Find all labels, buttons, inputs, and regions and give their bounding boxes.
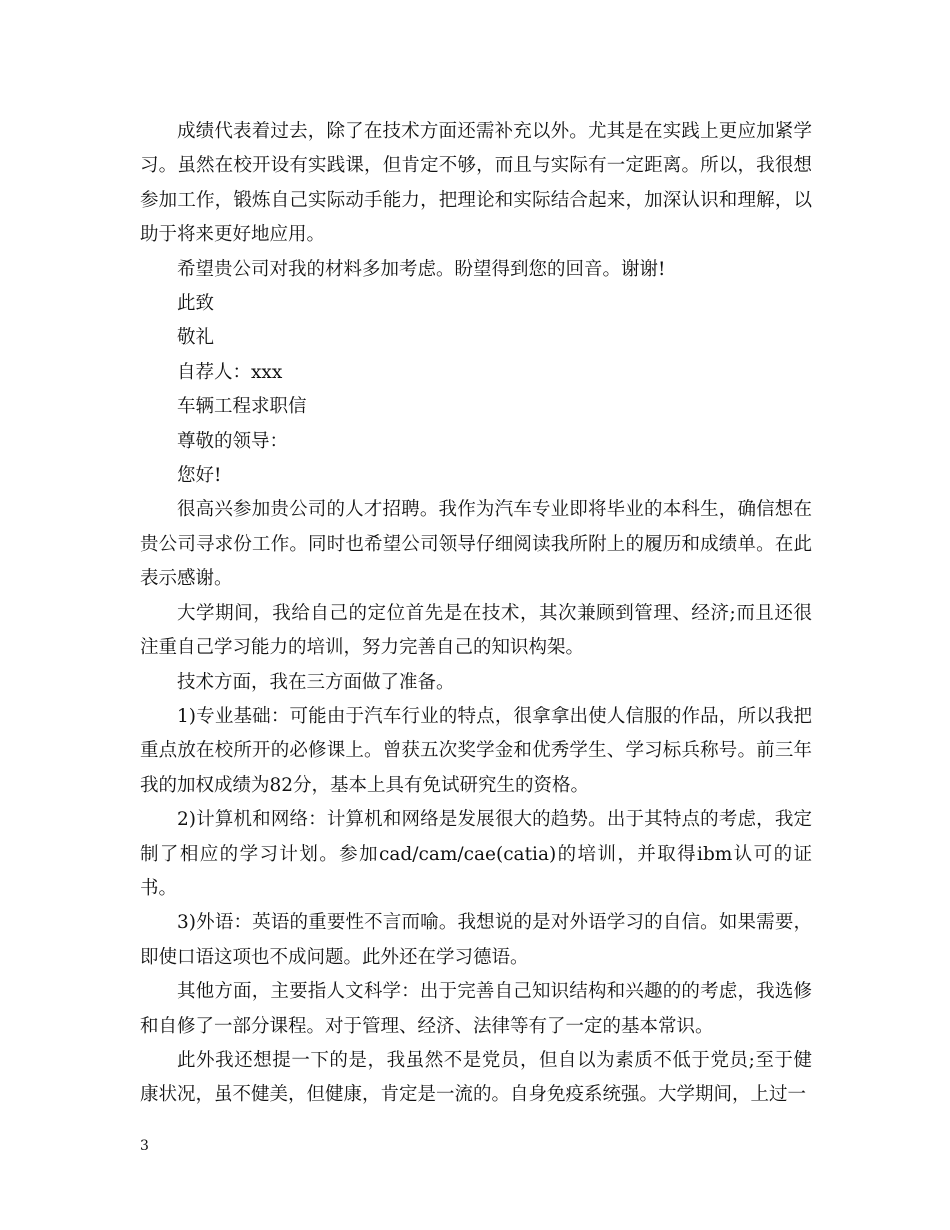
paragraph-greeting: 尊敬的领导： [177, 430, 289, 452]
paragraph-additional-notes: 此外我还想提一下的是，我虽然不是党员，但自以为素质不低于党员;至于健康状况，虽不健美，但健康，肯定是一流的。自身免疫系统强。大学期间，上过一 [140, 1049, 812, 1106]
paragraph-salutation-cizhi: 此致 [177, 293, 215, 315]
paragraph-technical-preparation: 技术方面，我在三方面做了准备。 [177, 671, 455, 693]
paragraph-university-focus: 大学期间，我给自己的定位首先是在技术，其次兼顾到管理、经济;而且还很注重自己学习能力的培训，努力完善自己的知识构架。 [140, 602, 812, 659]
paragraph-closing-remarks: 成绩代表着过去，除了在技术方面还需补充以外。尤其是在实践上更应加紧学习。虽然在校开设有实践课，但肯定不够，而且与实际有一定距离。所以，我很想参加工作，锻炼自己实际动手能力，把理论和实际结合起来，加深认识和理解，以助于将来更好地应用。 [140, 121, 812, 246]
paragraph-salutation-jingli: 敬礼 [177, 327, 215, 349]
paragraph-professional-foundation: 1)专业基础：可能由于汽车行业的特点，很拿拿出使人信服的作品，所以我把重点放在校所开的必修课上。曾获五次奖学金和优秀学生、学习标兵称号。前三年我的加权成绩为82分，基本上具有免试研究生的资格。 [140, 705, 812, 796]
paragraph-signature: 自荐人：xxx [177, 361, 283, 383]
paragraph-hope-consideration: 希望贵公司对我的材料多加考虑。盼望得到您的回音。谢谢! [177, 258, 666, 280]
page-number: 3 [140, 1138, 149, 1154]
paragraph-other-aspects: 其他方面，主要指人文科学：出于完善自己知识结构和兴趣的的考虑，我选修和自修了一部分课程。对于管理、经济、法律等有了一定的基本常识。 [140, 981, 812, 1037]
paragraph-letter-title: 车辆工程求职信 [177, 396, 307, 418]
document-body [140, 115, 812, 1113]
paragraph-introduction: 很高兴参加贵公司的人才招聘。我作为汽车专业即将毕业的本科生，确信想在贵公司寻求份工作。同时也希望公司领导仔细阅读我所附上的履历和成绩单。在此表示感谢。 [140, 499, 812, 590]
paragraph-foreign-language: 3)外语：英语的重要性不言而喻。我想说的是对外语学习的自信。如果需要，即使口语这项也不成问题。此外还在学习德语。 [140, 912, 812, 968]
paragraph-hello: 您好! [177, 465, 222, 487]
paragraph-computer-network: 2)计算机和网络：计算机和网络是发展很大的趋势。出于其特点的考虑，我定制了相应的学习计划。参加cad/cam/cae(catia)的培训，并取得ibm认可的证书。 [140, 809, 812, 899]
